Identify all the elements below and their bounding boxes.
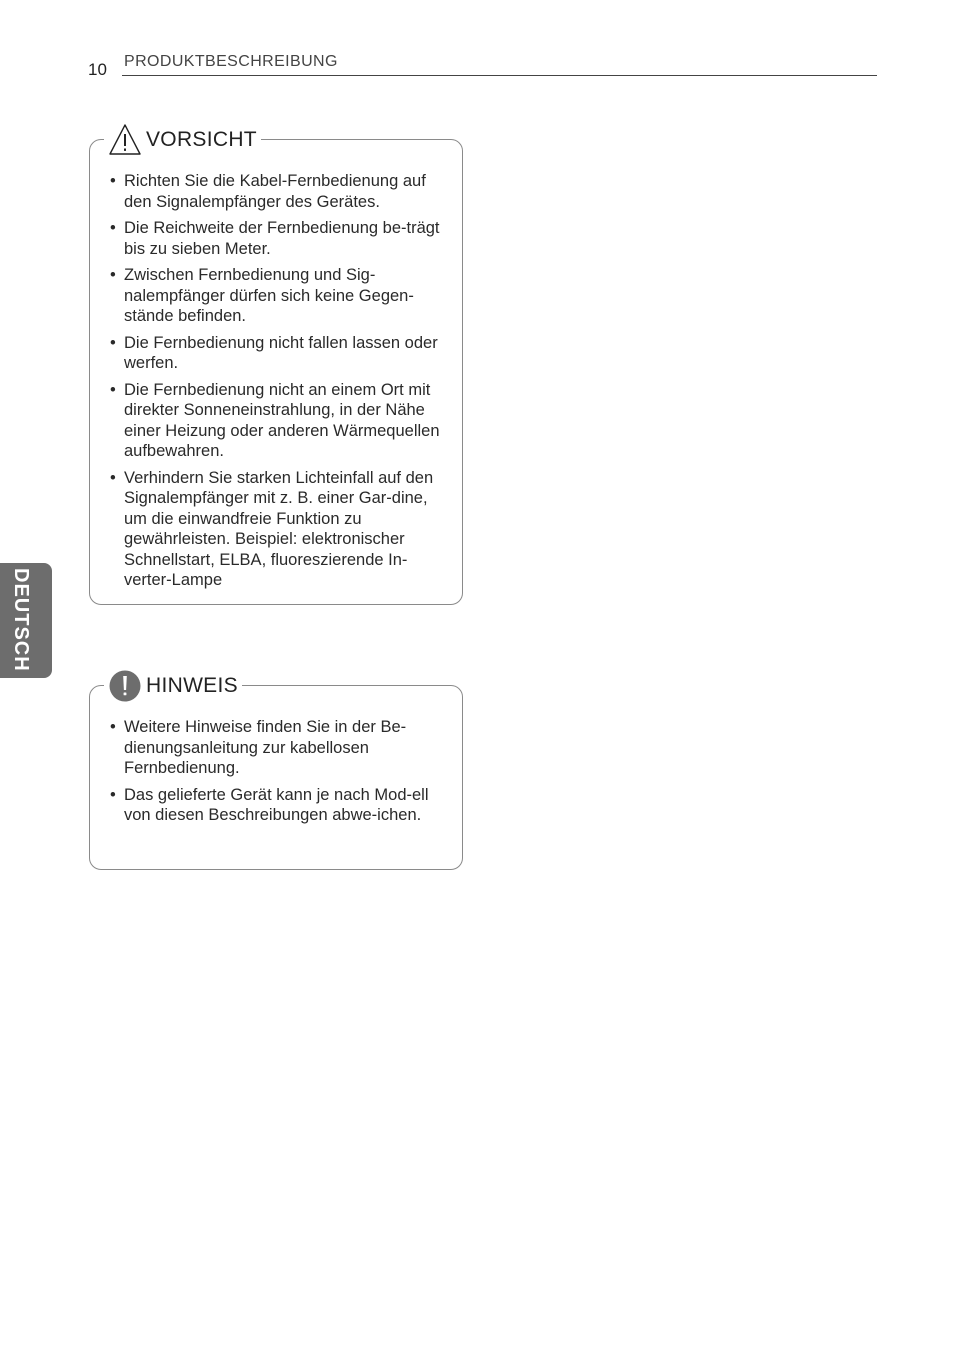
list-item: • Die Fernbedienung nicht an einem Ort mit direkter Sonneneinstrahlung, in der Nähe einer Heizung oder anderen Wärmequellen aufbewahren.: [110, 380, 448, 462]
caution-title: VORSICHT: [146, 128, 257, 151]
section-title: PRODUKTBESCHREIBUNG: [124, 53, 338, 70]
header-rule: [122, 75, 877, 76]
note-list: [110, 717, 448, 832]
list-item: • Weitere Hinweise finden Sie in der Be-dienungsanleitung zur kabellosen Fernbedienung.: [110, 717, 448, 779]
note-box: [89, 674, 463, 870]
caution-box: [89, 128, 463, 605]
list-item: • Die Fernbedienung nicht fallen lassen oder werfen.: [110, 333, 448, 374]
warning-triangle-icon: [108, 123, 142, 157]
note-header: [104, 669, 242, 703]
language-side-tab-label: DEUTSCH: [10, 568, 32, 672]
caution-list: [110, 171, 448, 597]
language-side-tab: [0, 563, 52, 678]
note-title: HINWEIS: [146, 674, 238, 697]
page-number: 10: [88, 60, 107, 79]
caution-header: [104, 123, 261, 157]
list-item: • Zwischen Fernbedienung und Sig-nalempfänger dürfen sich keine Gegen-stände befinden.: [110, 265, 448, 327]
list-item: • Verhindern Sie starken Lichteinfall auf den Signalempfänger mit z. B. einer Gar-dine, um die einwandfreie Funktion zu gewährleisten. Beispiel: elektronischer Schnellstart, ELBA, fluoreszierende In-verter-Lampe: [110, 468, 448, 591]
list-item: • Richten Sie die Kabel-Fernbedienung auf den Signalempfänger des Gerätes.: [110, 171, 448, 212]
exclamation-circle-icon: [108, 669, 142, 703]
list-item: • Die Reichweite der Fernbedienung be-trägt bis zu sieben Meter.: [110, 218, 448, 259]
list-item: • Das gelieferte Gerät kann je nach Mod-ell von diesen Beschreibungen abwe-ichen.: [110, 785, 448, 826]
